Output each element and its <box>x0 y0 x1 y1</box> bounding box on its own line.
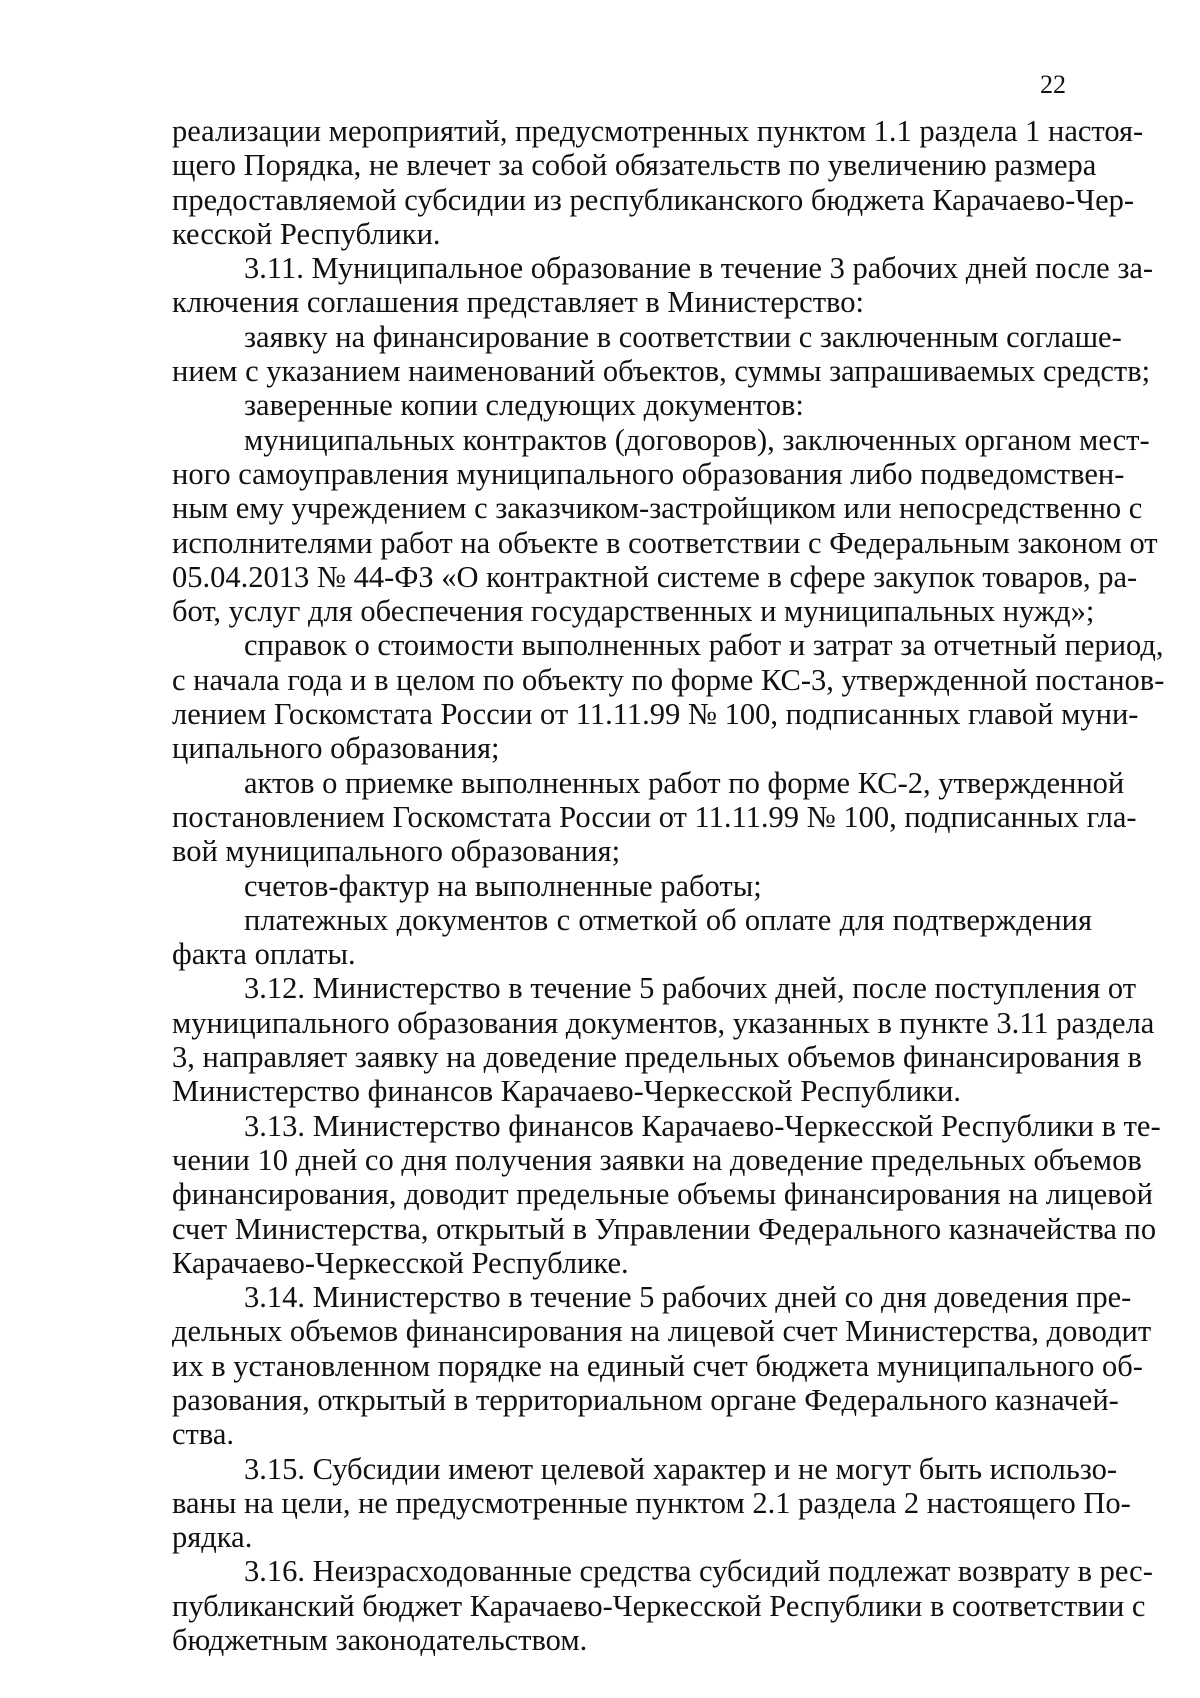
text-line: Карачаево-Черкесской Республике. <box>172 1245 629 1280</box>
text-line: щего Порядка, не влечет за собой обязательств по увеличению размера <box>172 148 1097 183</box>
text-line: постановлением Госкомстата России от 11.11.99 № 100, подписанных гла- <box>172 799 1137 834</box>
text-line: исполнителями работ на объекте в соответствии с Федеральным законом от <box>172 525 1158 560</box>
text-line: 05.04.2013 № 44-ФЗ «О контрактной системе в сфере закупок товаров, ра- <box>172 559 1138 594</box>
text-line: счетов-фактур на выполненные работы; <box>244 868 762 903</box>
text-line: вой муниципального образования; <box>172 834 621 869</box>
text-line: муниципальных контрактов (договоров), заключенных органом мест- <box>244 422 1150 457</box>
text-line: рядка. <box>172 1520 253 1555</box>
text-line: их в установленном порядке на единый счет бюджета муниципального об- <box>172 1348 1143 1383</box>
text-line: 3.14. Министерство в течение 5 рабочих дней со дня доведения пре- <box>244 1280 1132 1315</box>
document-body <box>172 114 1165 1658</box>
text-line: заявку на финансирование в соответствии с заключенным соглаше- <box>244 319 1122 354</box>
text-line: ства. <box>172 1417 235 1452</box>
text-line: дельных объемов финансирования на лицевой счет Министерства, доводит <box>172 1314 1152 1349</box>
text-line: справок о стоимости выполненных работ и затрат за отчетный период, <box>244 628 1164 663</box>
text-line: чении 10 дней со дня получения заявки на доведение предельных объемов <box>172 1142 1142 1177</box>
text-line: 3, направляет заявку на доведение предельных объемов финансирования в <box>172 1040 1142 1075</box>
text-line: финансирования, доводит предельные объемы финансирования на лицевой <box>172 1177 1153 1212</box>
text-line: актов о приемке выполненных работ по форме КС-2, утвержденной <box>244 765 1125 800</box>
text-line: реализации мероприятий, предусмотренных пунктом 1.1 раздела 1 настоя- <box>172 114 1144 148</box>
text-line: ваны на цели, не предусмотренные пунктом 2.1 раздела 2 настоящего По- <box>172 1485 1131 1520</box>
text-line: 3.11. Муниципальное образование в течение 3 рабочих дней после за- <box>244 251 1154 286</box>
text-line: счет Министерства, открытый в Управлении Федерального казначейства по <box>172 1211 1157 1246</box>
text-line: платежных документов с отметкой об оплате для подтверждения <box>244 902 1092 937</box>
text-line: муниципального образования документов, указанных в пункте 3.11 раздела <box>172 1005 1155 1040</box>
text-line: кесской Республики. <box>172 216 441 251</box>
text-line: предоставляемой субсидии из республиканского бюджета Карачаево-Чер- <box>172 182 1135 217</box>
text-line: публиканский бюджет Карачаево-Черкесской Республики в соответствии с <box>172 1588 1146 1623</box>
text-line: с начала года и в целом по объекту по форме КС-3, утвержденной постанов- <box>172 662 1165 697</box>
text-line: ципального образования; <box>172 731 500 766</box>
text-line: ного самоуправления муниципального образования либо подведомствен- <box>172 456 1125 491</box>
text-line: заверенные копии следующих документов: <box>244 388 804 423</box>
text-line: 3.13. Министерство финансов Карачаево-Черкесской Республики в те- <box>244 1108 1161 1143</box>
text-line: лением Госкомстата России от 11.11.99 № 100, подписанных главой муни- <box>172 697 1139 732</box>
text-line: нием с указанием наименований объектов, суммы запрашиваемых средств; <box>172 354 1151 389</box>
text-line: 3.16. Неизрасходованные средства субсидий подлежат возврату в рес- <box>244 1554 1153 1589</box>
text-line: бюджетным законодательством. <box>172 1623 588 1658</box>
text-line: факта оплаты. <box>172 937 356 972</box>
text-line: разования, открытый в территориальном органе Федерального казначей- <box>172 1382 1119 1417</box>
text-line: бот, услуг для обеспечения государственных и муниципальных нужд»; <box>172 594 1095 629</box>
text-line: ным ему учреждением с заказчиком-застройщиком или непосредственно с <box>172 491 1143 526</box>
text-line: 3.15. Субсидии имеют целевой характер и не могут быть использо- <box>244 1451 1118 1486</box>
page-number: 22 <box>1040 70 1066 99</box>
text-line: ключения соглашения представляет в Министерство: <box>172 285 864 320</box>
text-line: 3.12. Министерство в течение 5 рабочих дней, после поступления от <box>244 971 1137 1006</box>
text-line: Министерство финансов Карачаево-Черкесской Республики. <box>172 1074 961 1109</box>
